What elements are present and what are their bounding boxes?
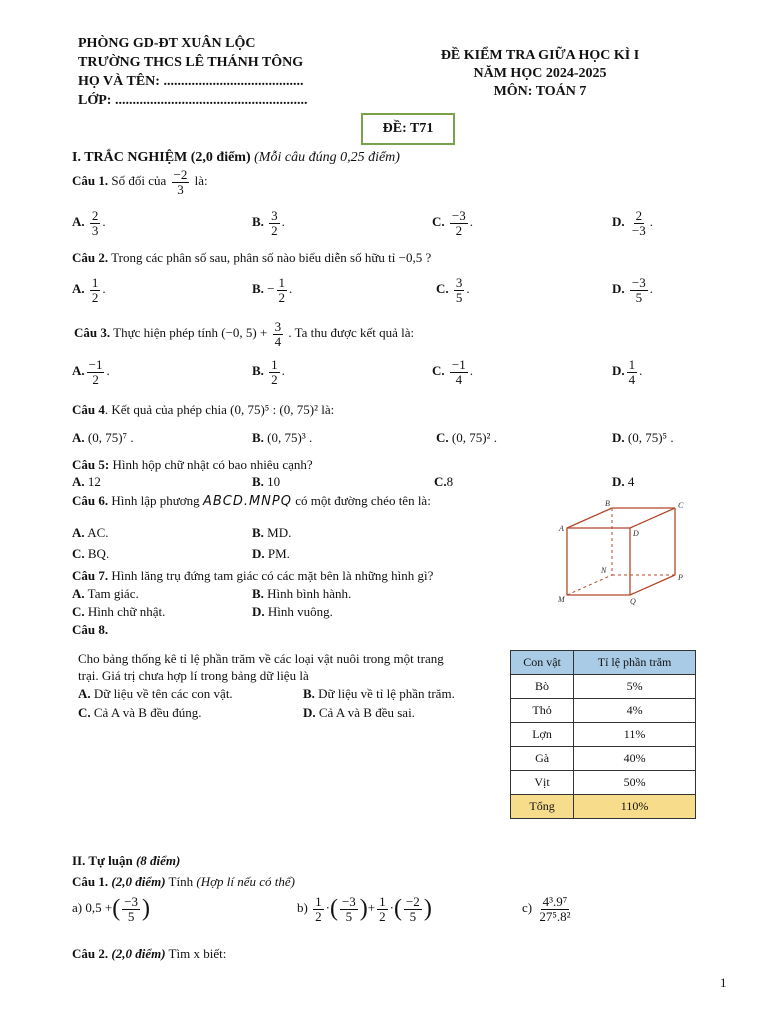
q7-label: Câu 7. — [72, 568, 109, 583]
cube-label-n: N — [601, 566, 607, 575]
cube-front-face — [567, 528, 630, 595]
table-total-label: Tổng — [511, 795, 574, 819]
q5-label: Câu 5: — [72, 457, 110, 472]
q8-d-value: Cả A và B đều sai. — [318, 705, 415, 720]
tl2-points: (2,0 điểm) — [111, 946, 166, 961]
question-6 — [72, 493, 431, 509]
q3-label: Câu 3. — [74, 325, 111, 341]
tl1-text: Tính — [168, 874, 194, 889]
q1-option-b[interactable]: B. $\frac{3}{2}$ . — [252, 208, 285, 238]
table-cell: 50% — [574, 771, 696, 795]
cube-edge-qp — [630, 575, 675, 595]
cube-label-p: P — [678, 573, 683, 582]
dept-name: PHÒNG GD-ĐT XUÂN LỘC — [78, 36, 256, 51]
q3-text-a: Thực hiện phép tính (−0, 5) + — [113, 325, 268, 341]
q3-b-den: 2 — [271, 371, 278, 387]
section1-title: I. TRẮC NGHIỆM (2,0 điểm) — [72, 150, 251, 165]
q3-option-d[interactable]: D. $\frac{1}{4}$ . — [612, 357, 643, 387]
q5-option-c[interactable]: C.8 — [434, 474, 454, 489]
tl1-b-f4-num: −2 — [405, 894, 420, 909]
q6-d-value: PM. — [267, 546, 290, 561]
q3-frac-num: 3 — [274, 319, 282, 334]
school-year: NĂM HỌC 2024-2025 — [473, 66, 607, 81]
q3-text-b: . Ta thu được kết quả là: — [288, 325, 415, 341]
q1-label: Câu 1. — [72, 173, 109, 189]
q7-option-d[interactable]: D. Hình vuông. — [252, 604, 333, 619]
tl1-b-f1-num: 1 — [315, 894, 322, 909]
q5-option-d[interactable]: D. 4 — [612, 474, 635, 489]
q7-option-c[interactable]: C. Hình chữ nhật. — [72, 604, 166, 619]
tl1-label: Câu 1. — [72, 874, 109, 889]
q3-frac-den: 4 — [274, 333, 282, 349]
q4-b-value: (0, 75)³ . — [267, 430, 313, 445]
livestock-table — [510, 650, 696, 819]
q3-c-den: 4 — [455, 371, 463, 387]
tl1-a-expr: 0,5 + — [85, 900, 113, 916]
q4-d-value: (0, 75)⁵ . — [627, 430, 674, 445]
tl1-part-a: a) 0,5 +( $\frac{-3}{5}$ ) — [72, 894, 151, 924]
table-cell: Vịt — [511, 771, 574, 795]
q4-label: Câu 4 — [72, 402, 105, 417]
q6-text-b: có một đường chéo tên là: — [295, 493, 431, 508]
tl1-b-f3-den: 2 — [379, 908, 386, 924]
essay-question-2 — [72, 946, 226, 962]
page-number: 1 — [720, 975, 727, 990]
q2-d-num: −3 — [631, 275, 646, 290]
q6-label: Câu 6. — [72, 493, 109, 508]
cube-hidden-edge-mn — [567, 575, 612, 595]
q1-c-num: −3 — [451, 208, 466, 223]
tl1-note: (Hợp lí nếu có thể) — [196, 874, 295, 889]
tl1-b-f4-den: 5 — [409, 908, 417, 924]
essay-question-1 — [72, 874, 295, 890]
cube-label-q: Q — [630, 597, 636, 606]
q1-text-a: Số đối của — [111, 173, 167, 189]
q6-cube-name: ABCD.MNPQ — [202, 494, 292, 509]
table-cell: 4% — [574, 699, 696, 723]
tl1-c-den: 27⁵.8² — [539, 908, 571, 924]
tl1-points: (2,0 điểm) — [111, 874, 166, 889]
tl1-part-c — [522, 895, 575, 923]
exam-code-box — [361, 113, 455, 145]
q8-text-line2: trại. Giá trị chưa hợp lí trong bảng dữ liệu là — [78, 668, 309, 683]
q3-b-num: 1 — [271, 357, 278, 372]
table-cell: 40% — [574, 747, 696, 771]
q4-option-d[interactable]: D. (0, 75)⁵ . — [612, 430, 674, 445]
section1-heading — [72, 150, 400, 166]
q2-text: Trong các phân số sau, phân số nào biểu diễn số hữu tỉ −0,5 ? — [111, 250, 432, 265]
q1-d-den: −3 — [631, 222, 646, 238]
cube-edge-ab — [567, 508, 612, 528]
q3-d-num: 1 — [628, 357, 636, 372]
question-5 — [72, 457, 313, 473]
question-4 — [72, 402, 334, 418]
q8-option-a[interactable]: A. Dữ liệu về tên các con vật. — [78, 686, 233, 701]
q8-a-value: Dữ liệu về tên các con vật. — [93, 686, 233, 701]
table-row — [511, 699, 696, 723]
q2-a-den: 2 — [91, 289, 99, 305]
cube-label-m: M — [558, 595, 565, 604]
q1-c-den: 2 — [455, 222, 463, 238]
q5-a-value: 12 — [87, 474, 101, 489]
q5-b-value: 10 — [267, 474, 281, 489]
cube-label-d: D — [633, 529, 639, 538]
tl1-b-f3-num: 1 — [379, 894, 386, 909]
q2-d-den: 5 — [635, 289, 643, 305]
q8-text-line1: Cho bảng thống kê tỉ lệ phần trăm về các loại vật nuôi trong một trang — [78, 651, 444, 666]
q3-option-a[interactable]: A. $\frac{-1}{2}$ . — [72, 357, 110, 387]
tl1-b-f2-num: −3 — [341, 894, 356, 909]
question-3 — [74, 320, 414, 348]
q1-text-b: là: — [194, 173, 208, 189]
q2-c-num: 3 — [455, 275, 463, 290]
q8-b-value: Dữ liệu về tỉ lệ phần trăm. — [318, 686, 455, 701]
tl1-b-f1-den: 2 — [315, 908, 322, 924]
table-cell: Gà — [511, 747, 574, 771]
q8-option-d[interactable]: D. Cả A và B đều sai. — [303, 705, 415, 720]
q8-c-value: Cả A và B đều đúng. — [93, 705, 202, 720]
q1-option-d[interactable]: D. $\frac{2}{-3}$ . — [612, 208, 653, 238]
q8-option-c[interactable]: C. Cả A và B đều đúng. — [78, 705, 202, 720]
q7-d-value: Hình vuông. — [267, 604, 333, 619]
q2-b-den: 2 — [278, 289, 286, 305]
q2-option-b[interactable]: B. − $\frac{1}{2}$ . — [252, 275, 293, 305]
q4-option-b[interactable]: B. (0, 75)³ . — [252, 430, 313, 445]
q4-c-value: (0, 75)² . — [451, 430, 497, 445]
table-total-value: 110% — [574, 795, 696, 819]
table-header-row — [511, 651, 696, 675]
q2-b-sign: − — [267, 281, 275, 297]
q4-option-c[interactable]: C. (0, 75)² . — [436, 430, 497, 445]
tl1-a-num: −3 — [124, 894, 139, 909]
tl1-c-num: 4³.9⁷ — [542, 894, 568, 909]
q7-c-value: Hình chữ nhật. — [87, 604, 166, 619]
q1-b-den: 2 — [271, 222, 278, 238]
q6-option-c[interactable]: C. BQ. — [72, 546, 110, 561]
tl1-c-label: c) — [522, 900, 533, 916]
section2-heading — [72, 853, 180, 869]
q3-fraction — [273, 320, 284, 348]
q2-option-a[interactable]: A. $\frac{1}{2}$ . — [72, 275, 106, 305]
q1-option-a[interactable]: A. $\frac{2}{3}$ . — [72, 208, 106, 238]
table-cell: 11% — [574, 723, 696, 747]
q5-c-value: 8 — [446, 474, 454, 489]
tl2-label: Câu 2. — [72, 946, 109, 961]
q5-option-a[interactable]: A. 12 — [72, 474, 101, 489]
table-cell: Bò — [511, 675, 574, 699]
q6-c-value: BQ. — [87, 546, 110, 561]
q7-option-a[interactable]: A. Tam giác. — [72, 586, 139, 601]
table-cell: 5% — [574, 675, 696, 699]
q8-label: Câu 8. — [72, 622, 109, 637]
cube-diagram — [555, 498, 695, 610]
q6-option-b[interactable]: B. MD. — [252, 525, 292, 540]
q4-text: . Kết quả của phép chia (0, 75)⁵ : (0, 75)² là: — [104, 402, 335, 417]
q6-text-a: Hình lập phương — [111, 493, 200, 508]
table-cell: Thỏ — [511, 699, 574, 723]
tl1-part-b: b) $\frac{1}{2}$ ·( $\frac{-3}{5}$ )+ $\frac{1}{2}$ ·( $\frac{-2}{5}$ ) — [297, 894, 432, 924]
q4-option-a[interactable]: A. (0, 75)⁷ . — [72, 430, 134, 445]
q6-a-value: AC. — [87, 525, 109, 540]
q6-option-d[interactable]: D. PM. — [252, 546, 290, 561]
cube-label-c: C — [678, 501, 684, 510]
q1-d-num: 2 — [635, 208, 643, 223]
q2-a-num: 1 — [91, 275, 99, 290]
exam-title: ĐỀ KIỂM TRA GIỮA HỌC KÌ I — [440, 48, 640, 63]
exam-code: ĐỀ: T71 — [382, 121, 434, 136]
q3-a-den: 2 — [92, 371, 99, 387]
cube-edge-dc — [630, 508, 675, 528]
q2-option-d[interactable]: D. $\frac{-3}{5}$ . — [612, 275, 653, 305]
q1-b-num: 3 — [271, 208, 278, 223]
section1-note: (Mỗi câu đúng 0,25 điểm) — [254, 150, 400, 165]
q3-a-num: −1 — [88, 357, 103, 372]
tl1-a-label: a) — [72, 900, 83, 916]
q3-c-num: −1 — [451, 357, 466, 372]
question-7 — [72, 568, 433, 584]
table-row — [511, 675, 696, 699]
q1-frac-num: −2 — [173, 167, 188, 182]
q7-a-value: Tam giác. — [87, 586, 139, 601]
question-1 — [72, 168, 208, 196]
school-name: TRƯỜNG THCS LÊ THÁNH TÔNG — [78, 55, 304, 70]
table-row — [511, 723, 696, 747]
table-header-animal: Con vật — [511, 651, 574, 675]
table-total-row — [511, 795, 696, 819]
section2-points: (8 điểm) — [135, 853, 181, 868]
class-field: LỚP: ....................................................... — [78, 93, 308, 108]
table-row — [511, 747, 696, 771]
q2-c-den: 5 — [455, 289, 463, 305]
tl2-text: Tìm x biết: — [168, 946, 227, 961]
q7-b-value: Hình bình hành. — [267, 586, 352, 601]
subject: MÔN: TOÁN 7 — [493, 84, 587, 99]
student-name-field: HỌ VÀ TÊN: ........................................ — [78, 74, 304, 89]
q5-option-b[interactable]: B. 10 — [252, 474, 281, 489]
table-cell: Lợn — [511, 723, 574, 747]
table-row — [511, 771, 696, 795]
q4-a-value: (0, 75)⁷ . — [87, 430, 134, 445]
q2-label: Câu 2. — [72, 250, 109, 265]
q7-option-b[interactable]: B. Hình bình hành. — [252, 586, 352, 601]
cube-label-a: A — [559, 524, 564, 533]
q5-text: Hình hộp chữ nhật có bao nhiêu cạnh? — [112, 457, 313, 472]
q5-d-value: 4 — [627, 474, 635, 489]
q6-option-a[interactable]: A. AC. — [72, 525, 109, 540]
q3-option-b[interactable]: B. $\frac{1}{2}$ . — [252, 357, 285, 387]
q2-b-num: 1 — [278, 275, 286, 290]
tl1-a-den: 5 — [127, 908, 135, 924]
q1-option-c[interactable]: C. $\frac{-3}{2}$ . — [432, 208, 473, 238]
q8-option-b[interactable]: B. Dữ liệu về tỉ lệ phần trăm. — [303, 686, 455, 701]
q3-d-den: 4 — [628, 371, 636, 387]
q1-a-num: 2 — [91, 208, 99, 223]
q1-fraction — [172, 168, 190, 196]
tl1-b-label: b) — [297, 900, 308, 916]
tl1-b-f2-den: 5 — [345, 908, 353, 924]
q3-option-c[interactable]: C. $\frac{-1}{4}$ . — [432, 357, 473, 387]
question-2 — [72, 250, 431, 266]
q6-b-value: MD. — [267, 525, 292, 540]
cube-label-b: B — [605, 499, 610, 508]
q2-option-c[interactable]: C. $\frac{3}{5}$ . — [436, 275, 470, 305]
q1-frac-den: 3 — [177, 181, 184, 197]
section2-title: II. Tự luận — [72, 853, 133, 868]
q7-text: Hình lăng trụ đứng tam giác có các mặt bên là những hình gì? — [111, 568, 434, 583]
table-header-percent: Tỉ lệ phần trăm — [574, 651, 696, 675]
q1-a-den: 3 — [91, 222, 99, 238]
